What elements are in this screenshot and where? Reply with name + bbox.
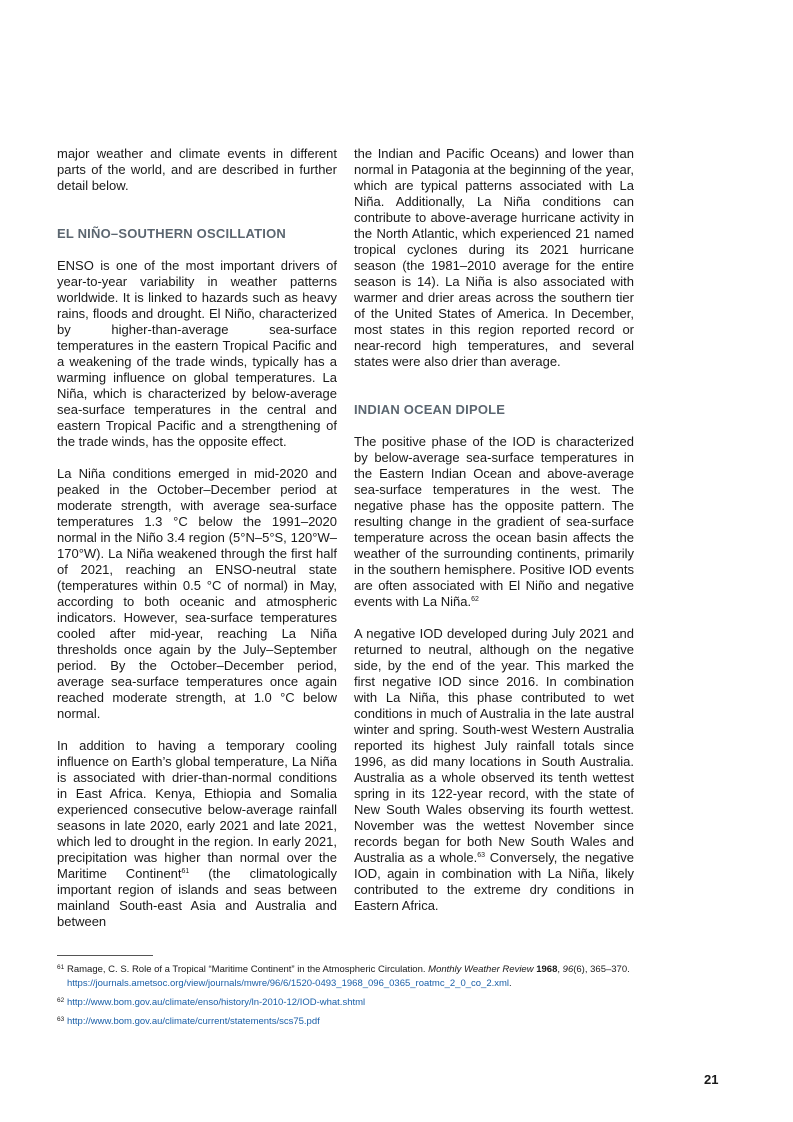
footnote-link[interactable]: https://journals.ametsoc.org/view/journals/mwre/96/6/1520-0493_1968_096_0365_roatmc_2_0_co_2.xml — [67, 978, 510, 989]
section-heading-iod: INDIAN OCEAN DIPOLE — [354, 402, 506, 417]
journal-name: Monthly Weather Review — [428, 964, 534, 975]
footnote-number: 61 — [57, 964, 65, 971]
footnote-ref-61[interactable]: 61 — [181, 868, 190, 875]
intro-paragraph: major weather and climate events in different parts of the world, and are described in further detail below. — [57, 146, 337, 193]
journal-year: 1968 — [536, 964, 558, 975]
footnote-end: . — [509, 978, 512, 989]
footnote-pages: (6), 365–370. — [573, 964, 630, 975]
footnotes — [57, 963, 657, 1034]
footnote-ref-63[interactable]: 63 — [477, 852, 486, 859]
footnote-61 — [57, 963, 657, 991]
page-number: 21 — [704, 1072, 719, 1087]
enso-paragraph-1: ENSO is one of the most important drivers of year-to-year variability in weather patterns worldwide. It is linked to hazards such as heavy rains, floods and drought. El Niño, characterized by higher-than-average sea-surface temperatures in the eastern Tropical Pacific and a weakening of the trade winds, typically has a warming influence on global temperatures. La Niña, which is characterized by below-average sea-surface temperatures in the central and eastern Tropical Pacific and a strengthening of the trade winds, has the opposite effect. — [57, 258, 337, 449]
footnote-divider — [57, 955, 153, 956]
separator: , — [557, 964, 563, 975]
iod-paragraph-2-text-b: Conversely, the negative IOD, again in combination with La Niña, likely contributed to the extreme dry conditions in Eastern Africa. — [354, 850, 635, 913]
iod-paragraph-2-text-a: A negative IOD developed during July 2021 and returned to neutral, although on the negative side, by the end of the year. This marked the first negative IOD since 2016. In combination with La Niña, this phase contributed to wet conditions in much of Australia in the late austral winter and spring. South-west Western Australia reported its highest July rainfall totals since 1996, as did many locations in South Australia. Australia as a whole observed its tenth wettest spring in its 122-year record, with the state of New South Wales observing its fourth wettest. November was the wettest November since records began for both New South Wales and Australia as a whole. — [354, 626, 634, 865]
enso-paragraph-3-text-b: (the climatologically important region of islands and seas between mainland South-east Asia and Australia and between — [57, 866, 337, 929]
enso-paragraph-3 — [57, 738, 337, 930]
footnote-62 — [57, 996, 657, 1010]
footnote-63 — [57, 1015, 657, 1029]
enso-paragraph-3-text-a: In addition to having a temporary cooling influence on Earth’s global temperature, La Niña is associated with drier-than-normal conditions in East Africa. Kenya, Ethiopia and Somalia experienced consecutive below-average rainfall seasons in late 2020, early 2021 and late 2021, which led to drought in the region. In early 2021, precipitation was higher than normal over the Maritime Continent — [57, 738, 337, 881]
iod-paragraph-1-text: The positive phase of the IOD is characterized by below-average sea-surface temperatures in the Eastern Indian Ocean and above-average sea-surface temperatures in the west. The negative phase has the opposite pattern. The resulting change in the gradient of sea-surface temperature across the ocean basin affects the weather of the surrounding continents, primarily in the southern hemisphere. Positive IOD events are often associated with El Niño and negative events with La Niña. — [354, 434, 634, 609]
enso-paragraph-2: La Niña conditions emerged in mid-2020 and peaked in the October–December period at moderate strength, with average sea-surface temperatures 1.3 °C below the 1991–2020 normal in the Niño 3.4 region (5°N–5°S, 120°W–170°W). La Niña weakened through the first half of 2021, reaching an ENSO-neutral state (temperatures within 0.5 °C of normal) in May, according to both oceanic and atmospheric indicators. However, sea-surface temperatures cooled after mid-year, reaching La Niña thresholds once again by the July–September period. By the October–December period, average sea-surface temperatures once again reached moderate strength, at 1.0 °C below normal. — [57, 466, 337, 721]
footnote-text: Ramage, C. S. Role of a Tropical “Maritime Continent” in the Atmospheric Circulation. — [67, 964, 429, 975]
footnote-ref-62[interactable]: 62 — [471, 596, 479, 603]
right-column — [354, 146, 634, 930]
left-column — [57, 146, 337, 946]
iod-paragraph-2 — [354, 626, 634, 914]
footnote-link[interactable]: http://www.bom.gov.au/climate/current/statements/scs75.pdf — [67, 1016, 320, 1027]
footnote-number: 62 — [57, 997, 65, 1004]
footnote-link[interactable]: http://www.bom.gov.au/climate/enso/history/ln-2010-12/IOD-what.shtml — [67, 997, 366, 1008]
iod-paragraph-1 — [354, 434, 634, 610]
journal-volume: 96 — [562, 964, 574, 975]
enso-paragraph-3-continued: the Indian and Pacific Oceans) and lower than normal in Patagonia at the beginning of the year, which are typical patterns associated with La Niña. Additionally, La Niña conditions can contribute to above-average hurricane activity in the North Atlantic, which experienced 21 named tropical cyclones during its 2021 hurricane season (the 1981–2010 average for the entire season is 14). La Niña is also associated with warmer and drier areas across the southern tier of the United States of America. In December, most states in this region reported record or near-record high temperatures, and several states were also drier than average. — [354, 146, 634, 369]
footnote-number: 63 — [57, 1016, 65, 1023]
section-heading-enso: EL NIÑO–SOUTHERN OSCILLATION — [57, 226, 287, 241]
